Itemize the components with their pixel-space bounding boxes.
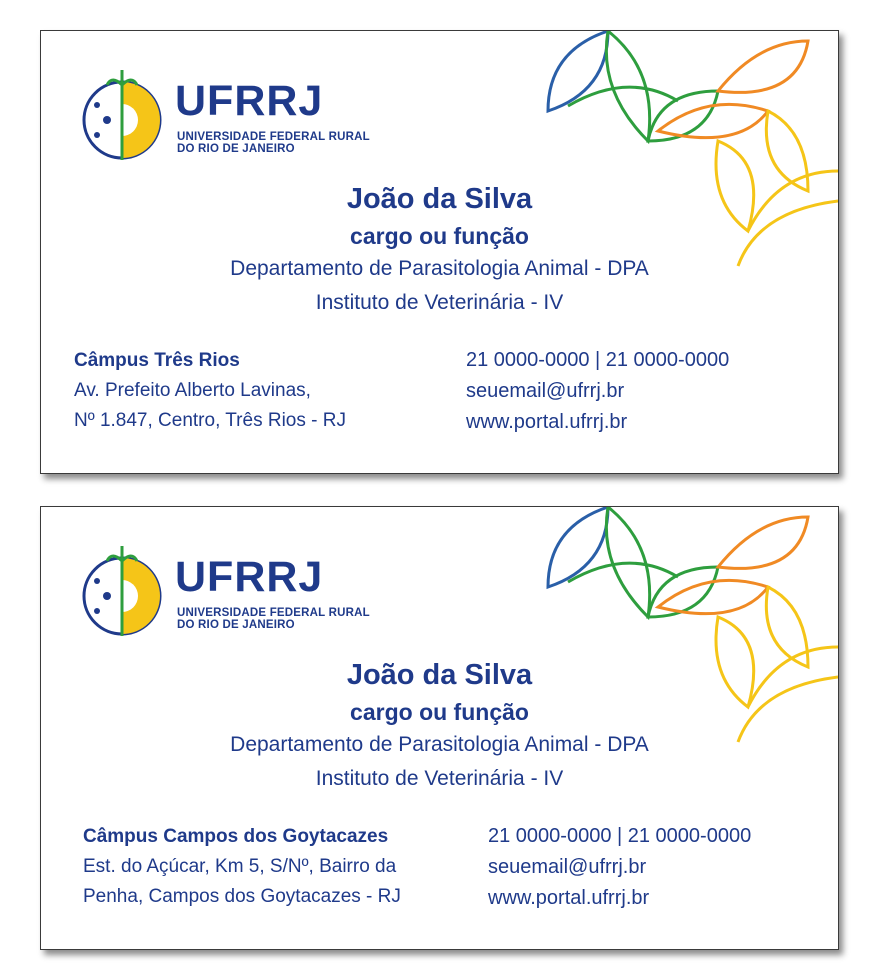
campus-address — [83, 822, 401, 912]
email[interactable]: seuemail@ufrrj.br — [466, 380, 625, 402]
email[interactable]: seuemail@ufrrj.br — [488, 856, 647, 878]
logo-name: UFRRJ — [175, 77, 324, 125]
business-card-campos — [40, 506, 839, 950]
person-role: cargo ou função — [350, 223, 529, 249]
ufrrj-logo — [77, 65, 370, 165]
campus-address — [74, 346, 346, 436]
logo-name: UFRRJ — [175, 553, 324, 601]
logo-subtitle-line2: DO RIO DE JANEIRO — [177, 143, 295, 155]
logo-subtitle-line1: UNIVERSIDADE FEDERAL RURAL — [177, 607, 370, 619]
ufrrj-emblem-icon — [77, 65, 167, 165]
department: Departamento de Parasitologia Animal - DPA — [230, 733, 649, 756]
person-name: João da Silva — [346, 659, 533, 691]
logo-subtitle-line1: UNIVERSIDADE FEDERAL RURAL — [177, 131, 370, 143]
ufrrj-emblem-icon — [77, 541, 167, 641]
logo-subtitle — [177, 131, 377, 155]
person-role: cargo ou função — [350, 699, 529, 725]
address-line-1: Av. Prefeito Alberto Lavinas, — [74, 380, 311, 401]
phone-numbers: 21 0000-0000 | 21 0000-0000 — [488, 825, 752, 847]
address-line-1: Est. do Açúcar, Km 5, S/Nº, Bairro da — [83, 856, 397, 877]
phone-numbers: 21 0000-0000 | 21 0000-0000 — [466, 349, 730, 371]
campus-title: Câmpus Campos dos Goytacazes — [83, 826, 389, 847]
contact-info — [466, 345, 729, 438]
person-name: João da Silva — [346, 183, 533, 215]
contact-info — [488, 821, 751, 914]
address-line-2: Penha, Campos dos Goytacazes - RJ — [83, 886, 401, 907]
institute: Instituto de Veterinária - IV — [315, 291, 564, 314]
ufrrj-logo — [77, 541, 370, 641]
campus-title: Câmpus Três Rios — [74, 350, 240, 371]
website[interactable]: www.portal.ufrrj.br — [466, 411, 628, 433]
logo-subtitle-line2: DO RIO DE JANEIRO — [177, 619, 295, 631]
address-line-2: Nº 1.847, Centro, Três Rios - RJ — [74, 410, 346, 431]
logo-subtitle — [177, 607, 377, 631]
website[interactable]: www.portal.ufrrj.br — [488, 887, 650, 909]
business-card-tres-rios — [40, 30, 839, 474]
institute: Instituto de Veterinária - IV — [315, 767, 564, 790]
department: Departamento de Parasitologia Animal - DPA — [230, 257, 649, 280]
